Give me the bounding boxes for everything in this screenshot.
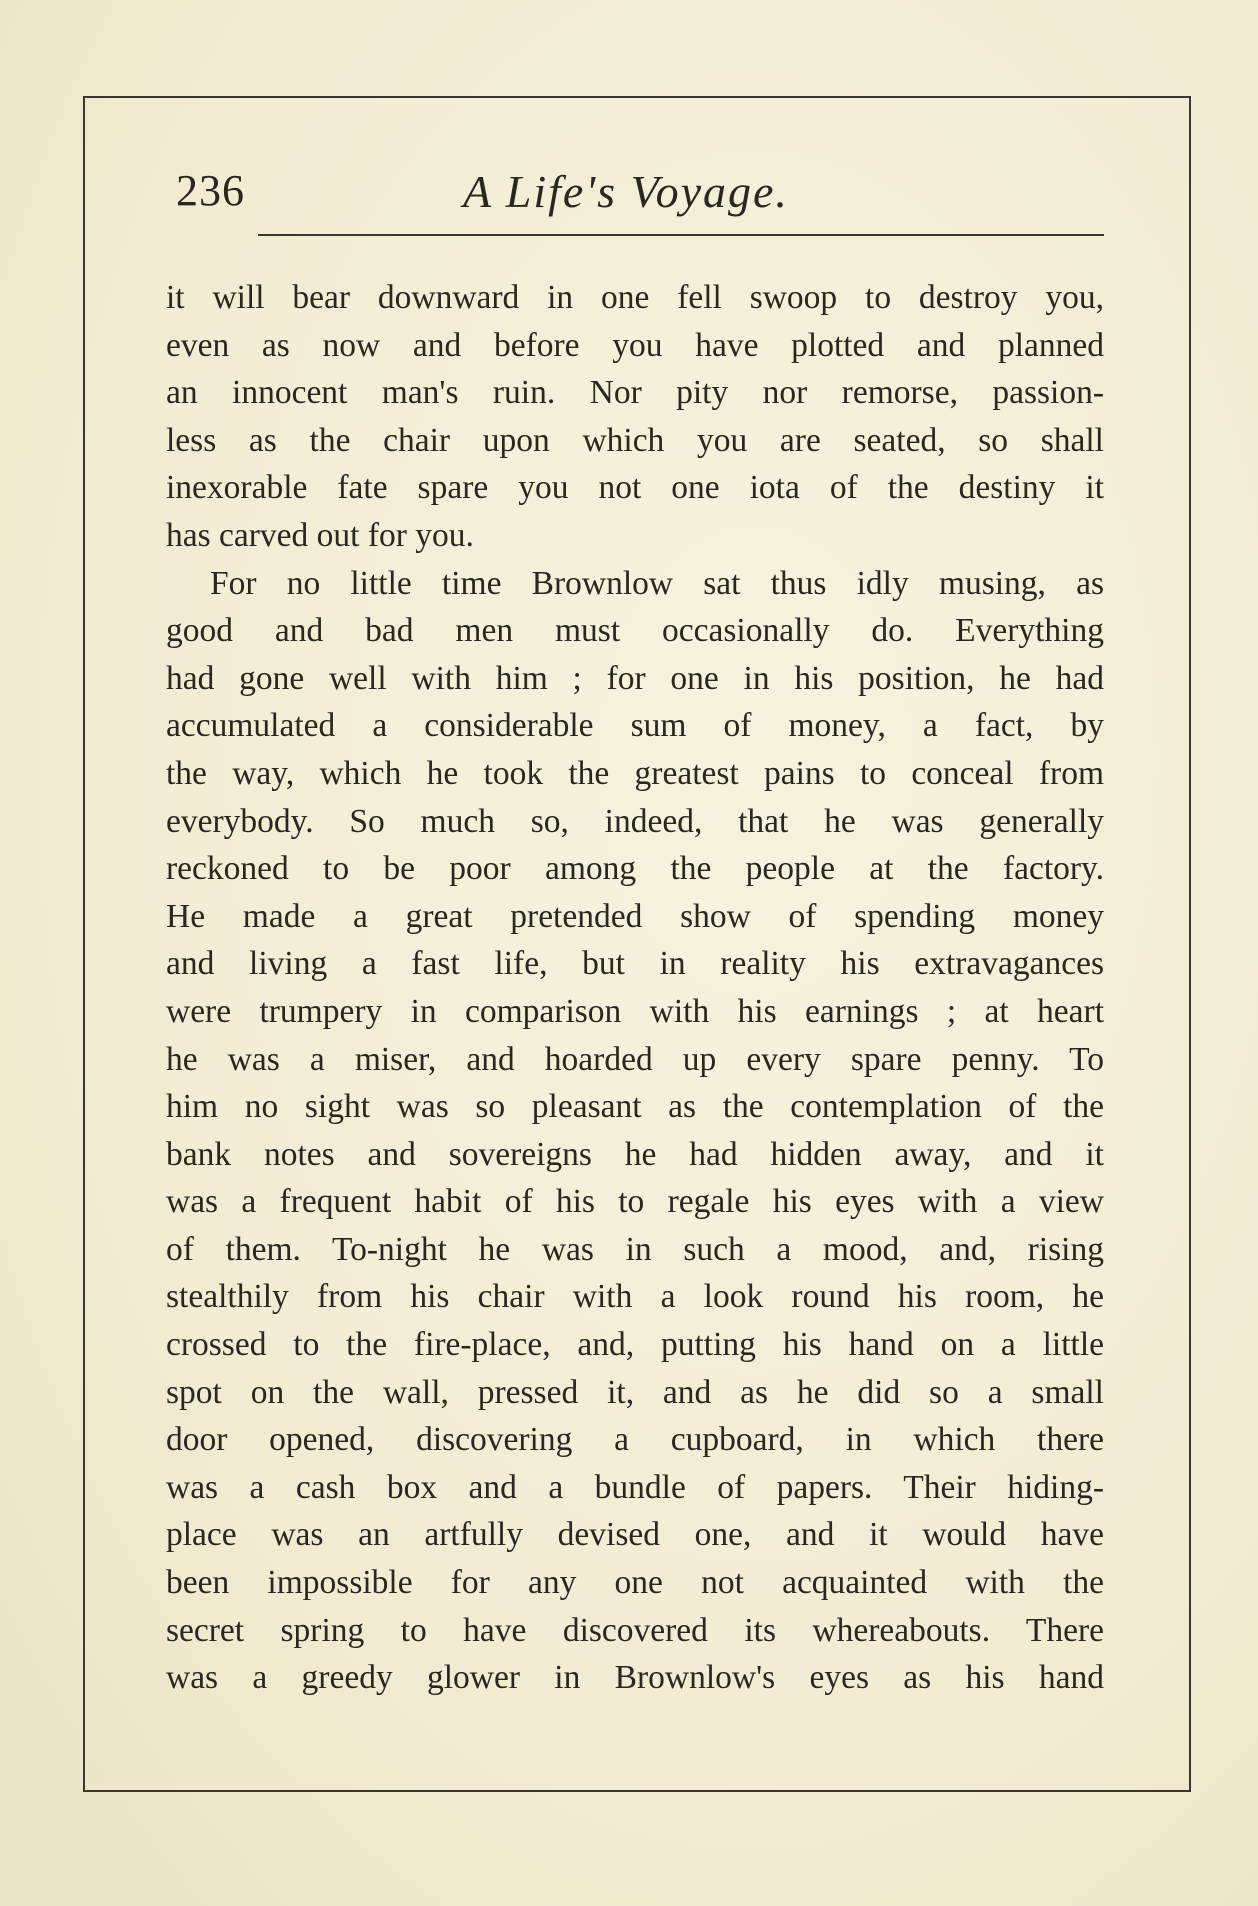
text-line: inexorable fate spare you not one iota of the destiny it	[166, 469, 1104, 507]
text-line: bank notes and sovereigns he had hidden away, and it	[166, 1135, 1104, 1173]
text-line: of them. To-night he was in such a mood, and, rising	[166, 1230, 1104, 1268]
text-line: had gone well with him ; for one in his position, he had	[166, 659, 1104, 697]
text-line: was a frequent habit of his to regale his eyes with a view	[166, 1183, 1104, 1221]
text-line: was a greedy glower in Brownlow's eyes as his hand	[166, 1659, 1104, 1697]
text-line: it will bear downward in one fell swoop to destroy you,	[166, 279, 1104, 316]
text-line: less as the chair upon which you are seated, so shall	[166, 421, 1104, 459]
text-line: door opened, discovering a cupboard, in which there	[166, 1421, 1104, 1459]
text-line: good and bad men must occasionally do. Everything	[166, 612, 1104, 650]
running-title: A Life's Voyage.	[463, 166, 789, 217]
text-line: He made a great pretended show of spending money	[166, 897, 1104, 935]
text-line: him no sight was so pleasant as the contemplation of the	[166, 1088, 1104, 1126]
text-line: was a cash box and a bundle of papers. Their hiding-	[166, 1468, 1104, 1506]
text-line: the way, which he took the greatest pains to conceal from	[166, 754, 1104, 792]
text-line: stealthily from his chair with a look round his room, he	[166, 1278, 1104, 1316]
header-rule	[258, 234, 1104, 236]
text-line: an innocent man's ruin. Nor pity nor remorse, passion-	[166, 374, 1104, 412]
text-line: reckoned to be poor among the people at the factory.	[166, 850, 1104, 888]
text-line: spot on the wall, pressed it, and as he did so a small	[166, 1373, 1104, 1411]
running-header	[176, 165, 1104, 225]
text-line: he was a miser, and hoarded up every spare penny. To	[166, 1040, 1104, 1078]
text-line: has carved out for you.	[166, 516, 474, 554]
body-text	[166, 274, 1104, 1702]
text-line: secret spring to have discovered its whereabouts. There	[166, 1611, 1104, 1649]
text-line: were trumpery in comparison with his earnings ; at heart	[166, 992, 1104, 1030]
page-number: 236	[176, 166, 245, 215]
text-line: even as now and before you have plotted and planned	[166, 326, 1104, 364]
text-line: For no little time Brownlow sat thus idly musing, as	[210, 564, 1104, 602]
text-line: place was an artfully devised one, and it would have	[166, 1516, 1104, 1554]
text-line: and living a fast life, but in reality his extravagances	[166, 945, 1104, 983]
text-line: accumulated a considerable sum of money, a fact, by	[166, 707, 1104, 745]
text-line: everybody. So much so, indeed, that he was generally	[166, 802, 1104, 840]
text-line: crossed to the fire-place, and, putting his hand on a little	[166, 1326, 1104, 1364]
text-line: been impossible for any one not acquainted with the	[166, 1564, 1104, 1602]
